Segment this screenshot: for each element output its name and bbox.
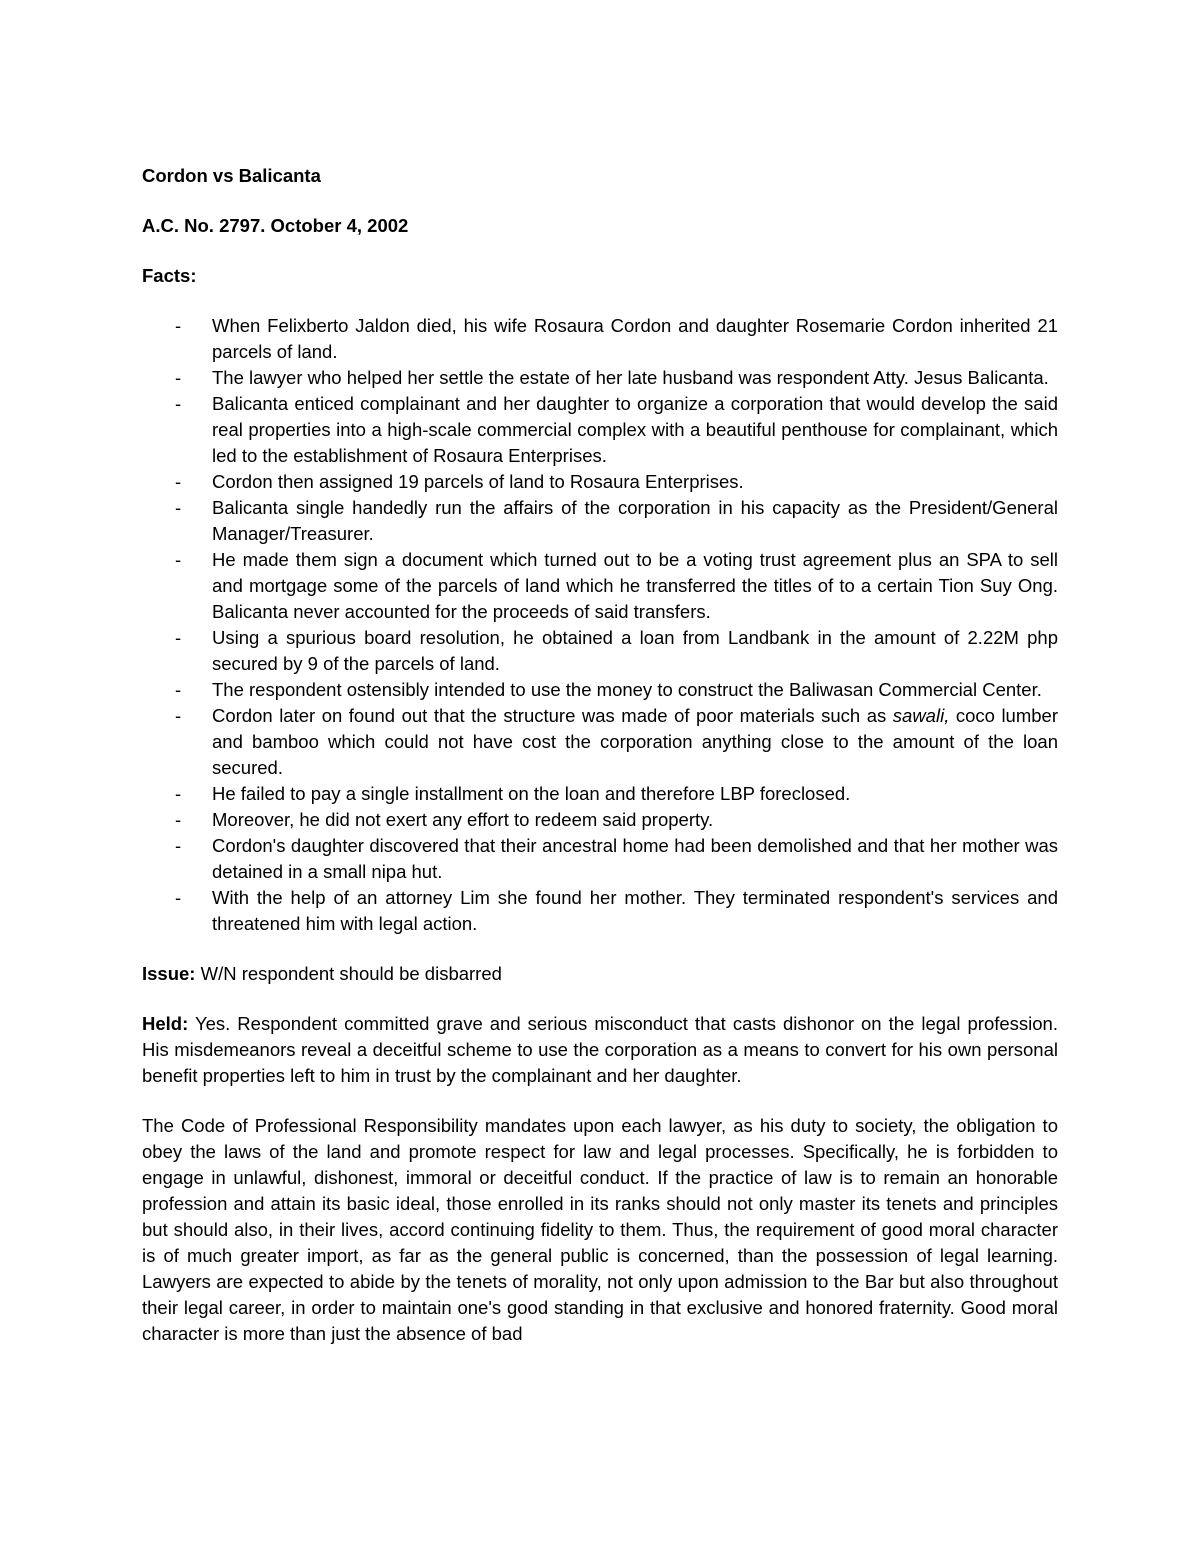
fact-item bbox=[142, 469, 1058, 495]
bullet-dash: - bbox=[175, 809, 182, 830]
fact-item bbox=[142, 833, 1058, 885]
bullet-dash: - bbox=[175, 471, 182, 492]
fact-item bbox=[142, 495, 1058, 547]
fact-item bbox=[142, 677, 1058, 703]
facts-list bbox=[142, 313, 1058, 937]
fact-text: Cordon's daughter discovered that their ancestral home had been demolished and that her mother was detained in a small nipa hut. bbox=[212, 835, 1058, 882]
fact-text: Using a spurious board resolution, he obtained a loan from Landbank in the amount of 2.22M php secured by 9 of the parcels of land. bbox=[212, 627, 1058, 674]
fact-item bbox=[142, 365, 1058, 391]
fact-text-italic: sawali, bbox=[892, 705, 950, 726]
bullet-dash: - bbox=[175, 679, 182, 700]
fact-item bbox=[142, 703, 1058, 781]
fact-item bbox=[142, 547, 1058, 625]
bullet-dash: - bbox=[175, 705, 182, 726]
bullet-dash: - bbox=[175, 783, 182, 804]
document-body bbox=[142, 163, 1058, 1371]
fact-item bbox=[142, 885, 1058, 937]
bullet-dash: - bbox=[175, 367, 182, 388]
bullet-dash: - bbox=[175, 315, 182, 336]
fact-text: The respondent ostensibly intended to use the money to construct the Baliwasan Commercial Center. bbox=[212, 679, 1042, 700]
case-title: Cordon vs Balicanta bbox=[142, 165, 321, 186]
fact-text: He failed to pay a single installment on the loan and therefore LBP foreclosed. bbox=[212, 783, 851, 804]
fact-text: Balicanta enticed complainant and her daughter to organize a corporation that would develop the said real properties into a high-scale commercial complex with a beautiful penthouse for complainant, which led to the establishment of Rosaura Enterprises. bbox=[212, 393, 1058, 466]
fact-item bbox=[142, 625, 1058, 677]
issue-label: Issue: bbox=[142, 963, 196, 984]
case-number: A.C. No. 2797. October 4, 2002 bbox=[142, 215, 409, 236]
fact-text-before: Cordon later on found out that the structure was made of poor materials such as bbox=[212, 705, 893, 726]
fact-text: The lawyer who helped her settle the estate of her late husband was respondent Atty. Jesus Balicanta. bbox=[212, 367, 1049, 388]
bullet-dash: - bbox=[175, 627, 182, 648]
issue-paragraph bbox=[142, 961, 1058, 987]
bullet-dash: - bbox=[175, 393, 182, 414]
bullet-dash: - bbox=[175, 887, 182, 908]
held-paragraph bbox=[142, 1011, 1058, 1089]
fact-text: Cordon then assigned 19 parcels of land to Rosaura Enterprises. bbox=[212, 471, 744, 492]
held-label: Held: bbox=[142, 1013, 189, 1034]
fact-item bbox=[142, 781, 1058, 807]
fact-text: Moreover, he did not exert any effort to redeem said property. bbox=[212, 809, 714, 830]
fact-item bbox=[142, 391, 1058, 469]
facts-heading: Facts: bbox=[142, 265, 197, 286]
held-text: Yes. Respondent committed grave and serious misconduct that casts dishonor on the legal profession. His misdemeanors reveal a deceitful scheme to use the corporation as a means to convert for his own personal benefit properties left to him in trust by the complainant and her daughter. bbox=[142, 1013, 1058, 1086]
discussion-paragraph: The Code of Professional Responsibility mandates upon each lawyer, as his duty to society, the obligation to obey the laws of the land and promote respect for law and legal processes. Specifically, he is forbidden to engage in unlawful, dishonest, immoral or deceitful conduct. If the practice of law is to remain an honorable profession and attain its basic ideal, those enrolled in its ranks should not only master its tenets and principles but should also, in their lives, accord continuing fidelity to them. Thus, the requirement of good moral character is of much greater import, as far as the general public is concerned, than the possession of legal learning. Lawyers are expected to abide by the tenets of morality, not only upon admission to the Bar but also throughout their legal career, in order to maintain one's good standing in that exclusive and honored fraternity. Good moral character is more than just the absence of bad bbox=[142, 1115, 1058, 1344]
fact-text: With the help of an attorney Lim she found her mother. They terminated respondent's services and threatened him with legal action. bbox=[212, 887, 1058, 934]
fact-item bbox=[142, 807, 1058, 833]
fact-text: He made them sign a document which turned out to be a voting trust agreement plus an SPA to sell and mortgage some of the parcels of land which he transferred the titles of to a certain Tion Suy Ong. Balicanta never accounted for the proceeds of said transfers. bbox=[212, 549, 1058, 622]
fact-text: Balicanta single handedly run the affairs of the corporation in his capacity as the President/General Manager/Treasurer. bbox=[212, 497, 1058, 544]
issue-text: W/N respondent should be disbarred bbox=[195, 963, 502, 984]
fact-text: When Felixberto Jaldon died, his wife Rosaura Cordon and daughter Rosemarie Cordon inherited 21 parcels of land. bbox=[212, 315, 1058, 362]
bullet-dash: - bbox=[175, 497, 182, 518]
bullet-dash: - bbox=[175, 549, 182, 570]
fact-item bbox=[142, 313, 1058, 365]
bullet-dash: - bbox=[175, 835, 182, 856]
fact-text-after: coco lumber and bamboo which could not have cost the corporation anything close to the amount of the loan secured. bbox=[212, 705, 1058, 778]
